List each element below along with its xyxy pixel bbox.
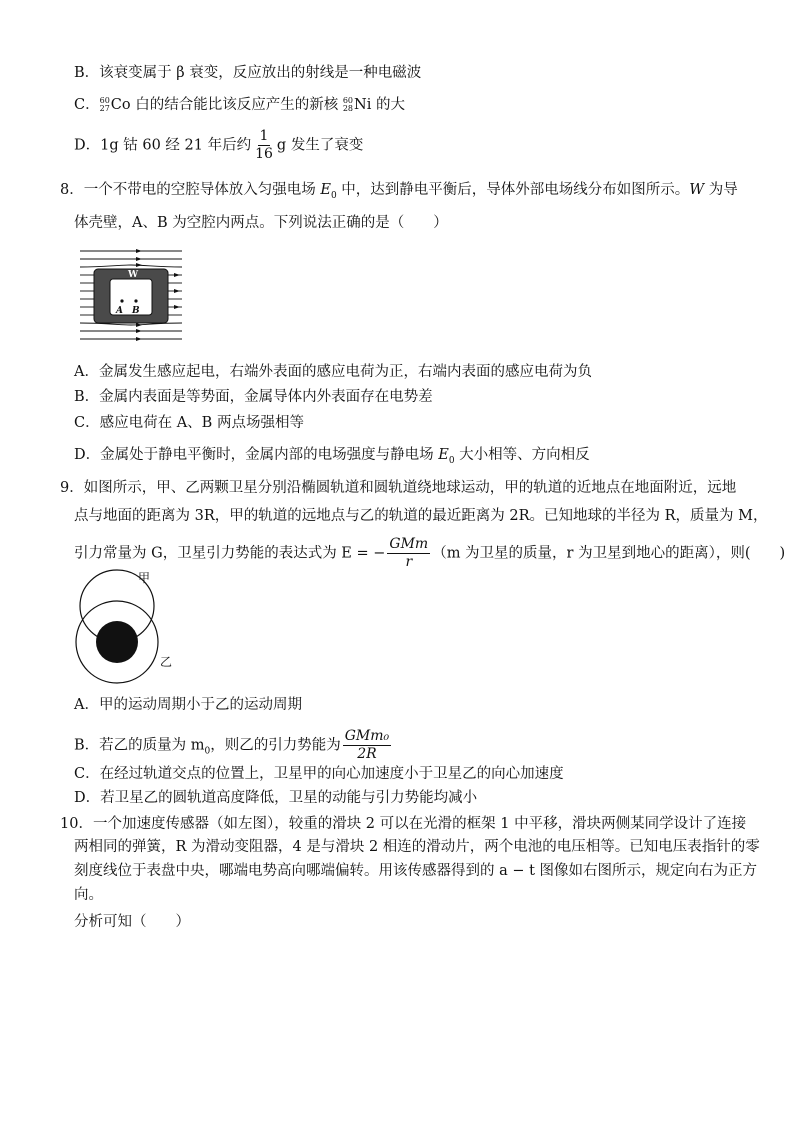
svg-text:W: W: [128, 270, 139, 280]
q8-stem-line1: 8．一个不带电的空腔导体放入匀强电场 $E_0$ 中，达到静电平衡后，导体外部电场线分布如图所示。W 为导: [60, 182, 738, 201]
fraction-1-16: $\frac{1}{16}$: [255, 128, 273, 162]
ni-symbol: Ni: [354, 97, 372, 113]
q8-stem-line2: 体壳壁，A、B 为空腔内两点。下列说法正确的是（ ）: [74, 215, 448, 231]
q10-stem-line1: 10．一个加速度传感器（如左图），较重的滑块 2 可以在光滑的框架 1 中平移，滑块两侧某同学设计了连接: [60, 816, 747, 832]
q10-stem-line2: 两相同的弹簧，R 为滑动变阻器，4 是与滑块 2 相连的滑动片，两个电池的电压相等。已知电压表指针的零: [74, 839, 760, 855]
q10-stem-line3: 刻度线位于表盘中央，哪端电势高向哪端偏转。用该传感器得到的 a − t 图像如右图所示，规定向右为正方: [74, 863, 758, 879]
svg-text:A: A: [116, 306, 123, 316]
q9-option-b: B．若乙的质量为 $m_0$，则乙的引力势能为 $\frac{\text{GMm₀}}{2R}$: [74, 728, 390, 762]
q8-option-a: A．金属发生感应起电，右端外表面的感应电荷为正，右端内表面的感应电荷为负: [74, 364, 592, 380]
potential-energy-b-fraction: $\frac{\text{GMm₀}}{2R}$: [344, 728, 390, 762]
q8-option-c: C．感应电荷在 A、B 两点场强相等: [74, 415, 304, 431]
co-isotope-numbers: 60 27: [99, 96, 110, 113]
q10-stem-line4: 向。: [74, 887, 103, 903]
q9-option-c: C．在经过轨道交点的位置上，卫星甲的向心加速度小于卫星乙的向心加速度: [74, 766, 564, 782]
svg-text:乙: 乙: [160, 655, 173, 669]
co-symbol: Co: [110, 97, 131, 113]
q9-option-d: D．若卫星乙的圆轨道高度降低，卫星的动能与引力势能均减小: [74, 790, 478, 806]
q9-stem-line1: 9．如图所示，甲、乙两颗卫星分别沿椭圆轨道和圆轨道绕地球运动，甲的轨道的近地点在地面附近，远地: [60, 480, 737, 496]
orbit-figure: [72, 568, 182, 686]
potential-energy-fraction: $\frac{\text{GMm}}{r}$: [389, 536, 429, 570]
ni-isotope-numbers: 60 28: [342, 96, 354, 113]
q7-option-d: D．1g 钴 60 经 21 年后约 $\frac{1}{16}$ g 发生了衰变: [74, 128, 364, 162]
conductor-field-figure: [76, 245, 186, 345]
q7-option-c: C． 60 27 Co 白的结合能比该反应产生的新核 60 28 Ni 的大: [74, 96, 405, 113]
q9-option-a: A．甲的运动周期小于乙的运动周期: [74, 697, 302, 713]
q10-stem-line5: 分析可知（ ）: [74, 914, 190, 930]
q7-option-b: B．该衰变属于 β 衰变，反应放出的射线是一种电磁波: [74, 65, 422, 81]
q9-stem-line3: 引力常量为 G，卫星引力势能的表达式为 E = − $\frac{\text{GMm}}{r}$ （m 为卫星的质量，r 为卫星到地心的距离），则( ): [74, 536, 786, 570]
svg-text:B: B: [132, 306, 140, 316]
q8-option-b: B．金属内表面是等势面，金属导体内外表面存在电势差: [74, 389, 433, 405]
q9-stem-line2: 点与地面的距离为 3R，甲的轨道的远地点与乙的轨道的最近距离为 2R。已知地球的半径为 R，质量为 M，: [74, 508, 768, 524]
svg-text:甲: 甲: [138, 571, 151, 585]
q8-option-d: D．金属处于静电平衡时，金属内部的电场强度与静电场 $E_0$ 大小相等、方向相反: [74, 447, 590, 466]
